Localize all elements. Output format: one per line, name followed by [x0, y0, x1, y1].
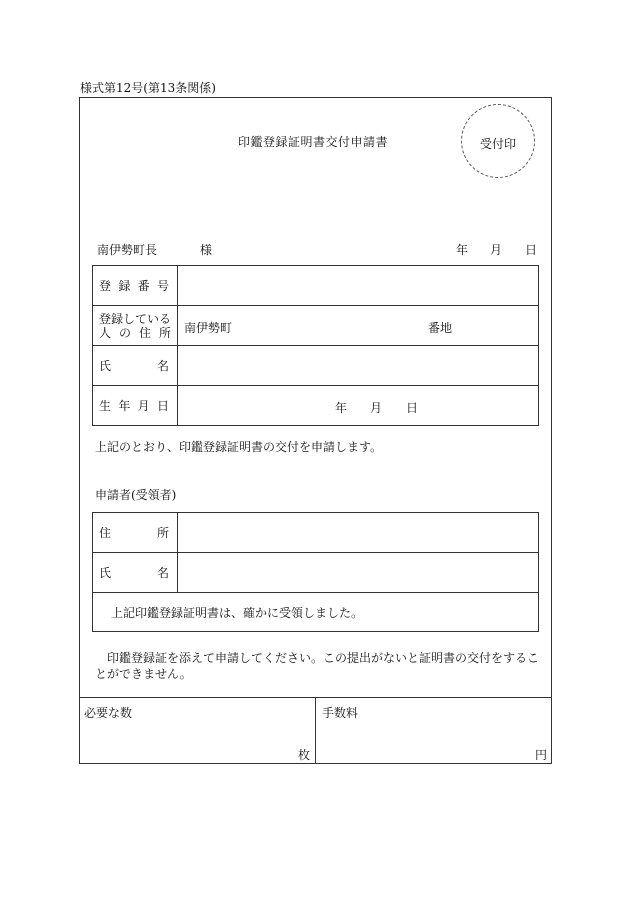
registrant-address-field[interactable] — [178, 306, 539, 346]
applicant-name-field[interactable] — [178, 553, 539, 593]
birth-day-unit: 日 — [406, 401, 419, 415]
honorific: 様 — [200, 243, 213, 257]
table-row — [93, 593, 539, 632]
count-unit: 枚 — [298, 748, 311, 762]
table-row — [93, 306, 539, 346]
birth-year-unit: 年 — [335, 401, 348, 415]
birthdate-label: 生 年 月 日 — [93, 386, 178, 426]
registrant-table — [92, 265, 539, 426]
table-row — [93, 513, 539, 553]
form-number: 様式第12号(第13条関係) — [80, 81, 216, 95]
reg-number-label: 登 録 番 号 — [93, 266, 178, 306]
form-title: 印鑑登録証明書交付申請書 — [237, 135, 388, 149]
date-day-unit: 日 — [525, 243, 538, 257]
table-row — [93, 553, 539, 593]
registrant-address-label: 登録している 人 の 住 所 — [93, 306, 178, 346]
receipt-confirmation: 上記印鑑登録証明書は、確かに受領しました。 — [93, 593, 539, 632]
address-suffix: 番地 — [428, 321, 453, 335]
table-row — [93, 346, 539, 386]
birthdate-field[interactable] — [178, 386, 539, 426]
table-row — [93, 266, 539, 306]
application-statement: 上記のとおり、印鑑登録証明書の交付を申請します。 — [95, 440, 383, 454]
applicant-address-field[interactable] — [178, 513, 539, 553]
count-label: 必要な数 — [84, 706, 133, 720]
address-prefix: 南伊勢町 — [184, 321, 233, 335]
applicant-name-label: 氏 名 — [93, 553, 178, 593]
date-year-unit: 年 — [456, 243, 469, 257]
stamp-label: 受付印 — [479, 137, 516, 151]
bottom-divider — [315, 698, 316, 764]
fee-unit: 円 — [535, 748, 548, 762]
applicant-table — [92, 512, 539, 632]
applicant-heading: 申請者(受領者) — [95, 488, 177, 502]
table-row — [93, 386, 539, 426]
bottom-section — [79, 697, 552, 764]
addressee: 南伊勢町長 — [97, 243, 158, 257]
fee-label: 手数料 — [322, 706, 359, 720]
registrant-name-label: 氏 名 — [93, 346, 178, 386]
registrant-name-field[interactable] — [178, 346, 539, 386]
reg-number-field[interactable] — [178, 266, 539, 306]
reception-stamp-circle — [461, 104, 535, 178]
submission-note: 印鑑登録証を添えて申請してください。この提出がないと証明書の交付をすることができません。 — [95, 651, 540, 681]
date-month-unit: 月 — [490, 243, 503, 257]
birth-month-unit: 月 — [370, 401, 383, 415]
applicant-address-label: 住 所 — [93, 513, 178, 553]
